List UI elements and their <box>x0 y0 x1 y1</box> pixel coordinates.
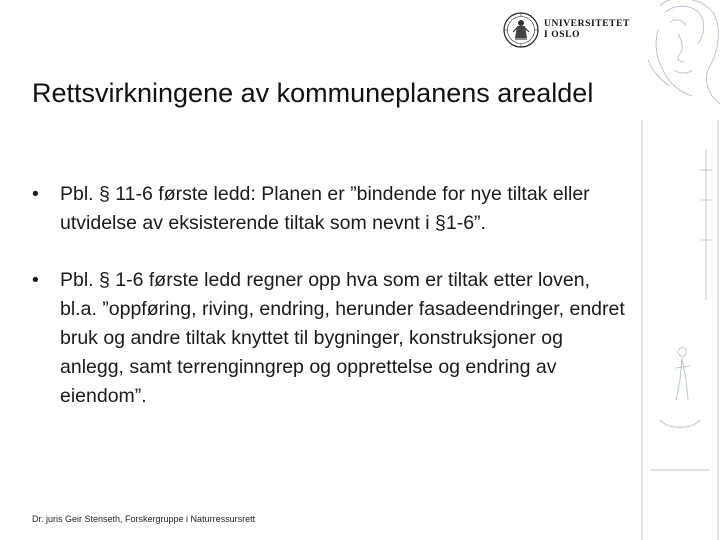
decorative-sketch-strip <box>640 0 720 540</box>
bullet-list <box>32 180 632 411</box>
bullet-item <box>32 180 632 238</box>
bullet-text: Pbl. § 1-6 første ledd regner opp hva som er tiltak etter loven, bl.a. ”oppføring, riving, endring, herunder fasadeendringer, endret bruk og andre tiltak knyttet til bygninger, konstruksjoner og anlegg, samt terrenginngrep og opprettelse og endring av eiendom”. <box>60 269 625 407</box>
bullet-item <box>32 266 632 411</box>
university-logo <box>503 12 633 52</box>
logo-line-1: UNIVERSITETET <box>544 19 630 29</box>
slide-title: Rettsvirkningene av kommuneplanens arealdel <box>32 78 594 108</box>
university-seal-icon <box>503 12 539 48</box>
bullet-marker: • <box>32 183 39 205</box>
logo-line-2: I OSLO <box>544 30 581 40</box>
footer-author: Dr. juris Geir Stenseth, Forskergruppe i Naturressursrett <box>32 514 256 524</box>
bullet-marker: • <box>32 269 39 291</box>
logo-wordmark <box>544 19 630 41</box>
bullet-text: Pbl. § 11-6 første ledd: Planen er ”bindende for nye tiltak eller utvidelse av eksisterende tiltak som nevnt i §1-6”. <box>60 183 590 234</box>
